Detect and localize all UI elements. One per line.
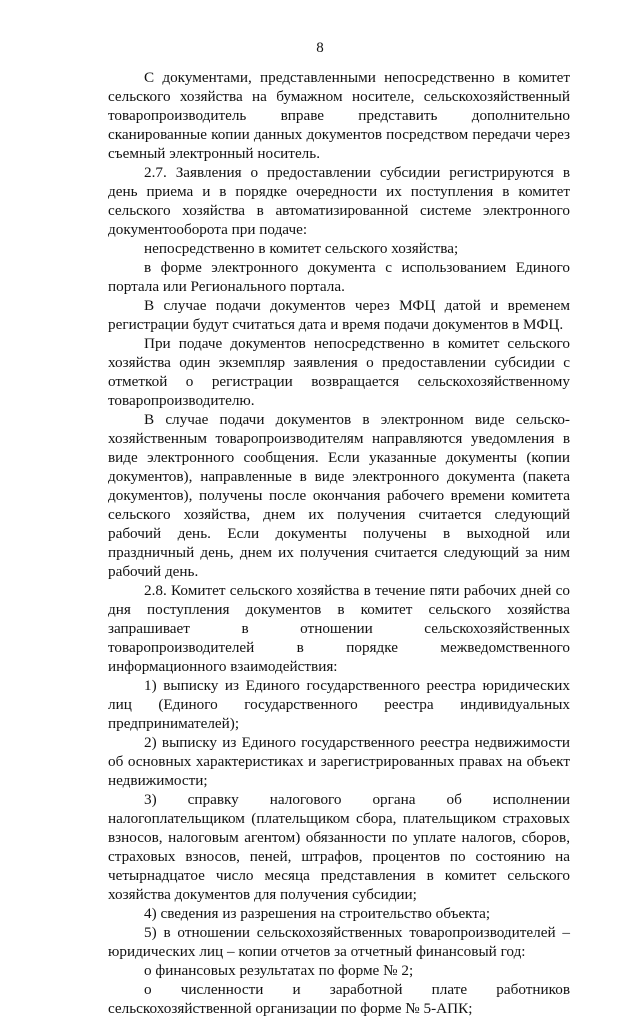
- paragraph: В случае подачи документов в электронном виде сельско-хозяйственным товаропроизводителям направляются уведомления в виде электронного сообщения. Если указанные документы (копии документов), направленные в виде электронного документа (пакета документов), получены после окончания рабочего времени комитета сельского хозяйства, днем их получения считается следующий рабочий день. Если документы получены в выходной или праздничный день, днем их получения считается следующий за ним рабочий день.: [108, 411, 570, 580]
- document-body: [108, 68, 570, 1018]
- paragraph: непосредственно в комитет сельского хозяйства;: [144, 240, 459, 257]
- list-item: 1) выписку из Единого государственного реестра юридических лиц (Единого государственного реестра индивидуальных предпринимателей);: [108, 677, 570, 732]
- list-item: 3) справку налогового органа об исполнении налогоплательщиком (плательщиком сбора, плательщиком страховых взносов, налоговым агентом) обязанности по уплате налогов, сборов, страховых взносов, пеней, штрафов, процентов по состоянию на четырнадцатое число месяца представления в комитет сельского хозяйства документов для получения субсидии;: [108, 791, 570, 903]
- paragraph: 2.7. Заявления о предоставлении субсидии регистрируются в день приема и в порядке очередности их поступления в комитет сельского хозяйства в автоматизированной системе электронного документооборота при подаче:: [108, 164, 570, 238]
- page-number: 8: [316, 40, 324, 56]
- paragraph: 2.8. Комитет сельского хозяйства в течение пяти рабочих дней со дня поступления документов в комитет сельского хозяйства запрашивает в отношении сельскохозяйственных товаропроизводителей в порядке межведомственного информационного взаимодействия:: [108, 582, 570, 675]
- list-item: о финансовых результатах по форме № 2;: [144, 962, 414, 979]
- paragraph: В случае подачи документов через МФЦ датой и временем регистрации будут считаться дата и время подачи документов в МФЦ.: [108, 297, 570, 333]
- list-item: 4) сведения из разрешения на строительство объекта;: [144, 905, 491, 922]
- list-item: о численности и заработной плате работников сельскохозяйственной организации по форме № 5-АПК;: [108, 981, 570, 1017]
- paragraph: При подаче документов непосредственно в комитет сельского хозяйства один экземпляр заявления о предоставлении субсидии с отметкой о регистрации возвращается сельскохозяйственному товаропроизводителю.: [108, 335, 570, 409]
- paragraph: в форме электронного документа с использованием Единого портала или Регионального портала.: [108, 259, 570, 295]
- list-item: 5) в отношении сельскохозяйственных товаропроизводителей – юридических лиц – копии отчетов за отчетный финансовый год:: [108, 924, 570, 960]
- list-item: 2) выписку из Единого государственного реестра недвижимости об основных характеристиках и зарегистрированных правах на объект недвижимости;: [108, 734, 570, 789]
- paragraph: С документами, представленными непосредственно в комитет сельского хозяйства на бумажном носителе, сельскохозяйственный товаропроизводитель вправе представить дополнительно сканированные копии данных документов посредством передачи через съемный электронный носитель.: [108, 69, 570, 162]
